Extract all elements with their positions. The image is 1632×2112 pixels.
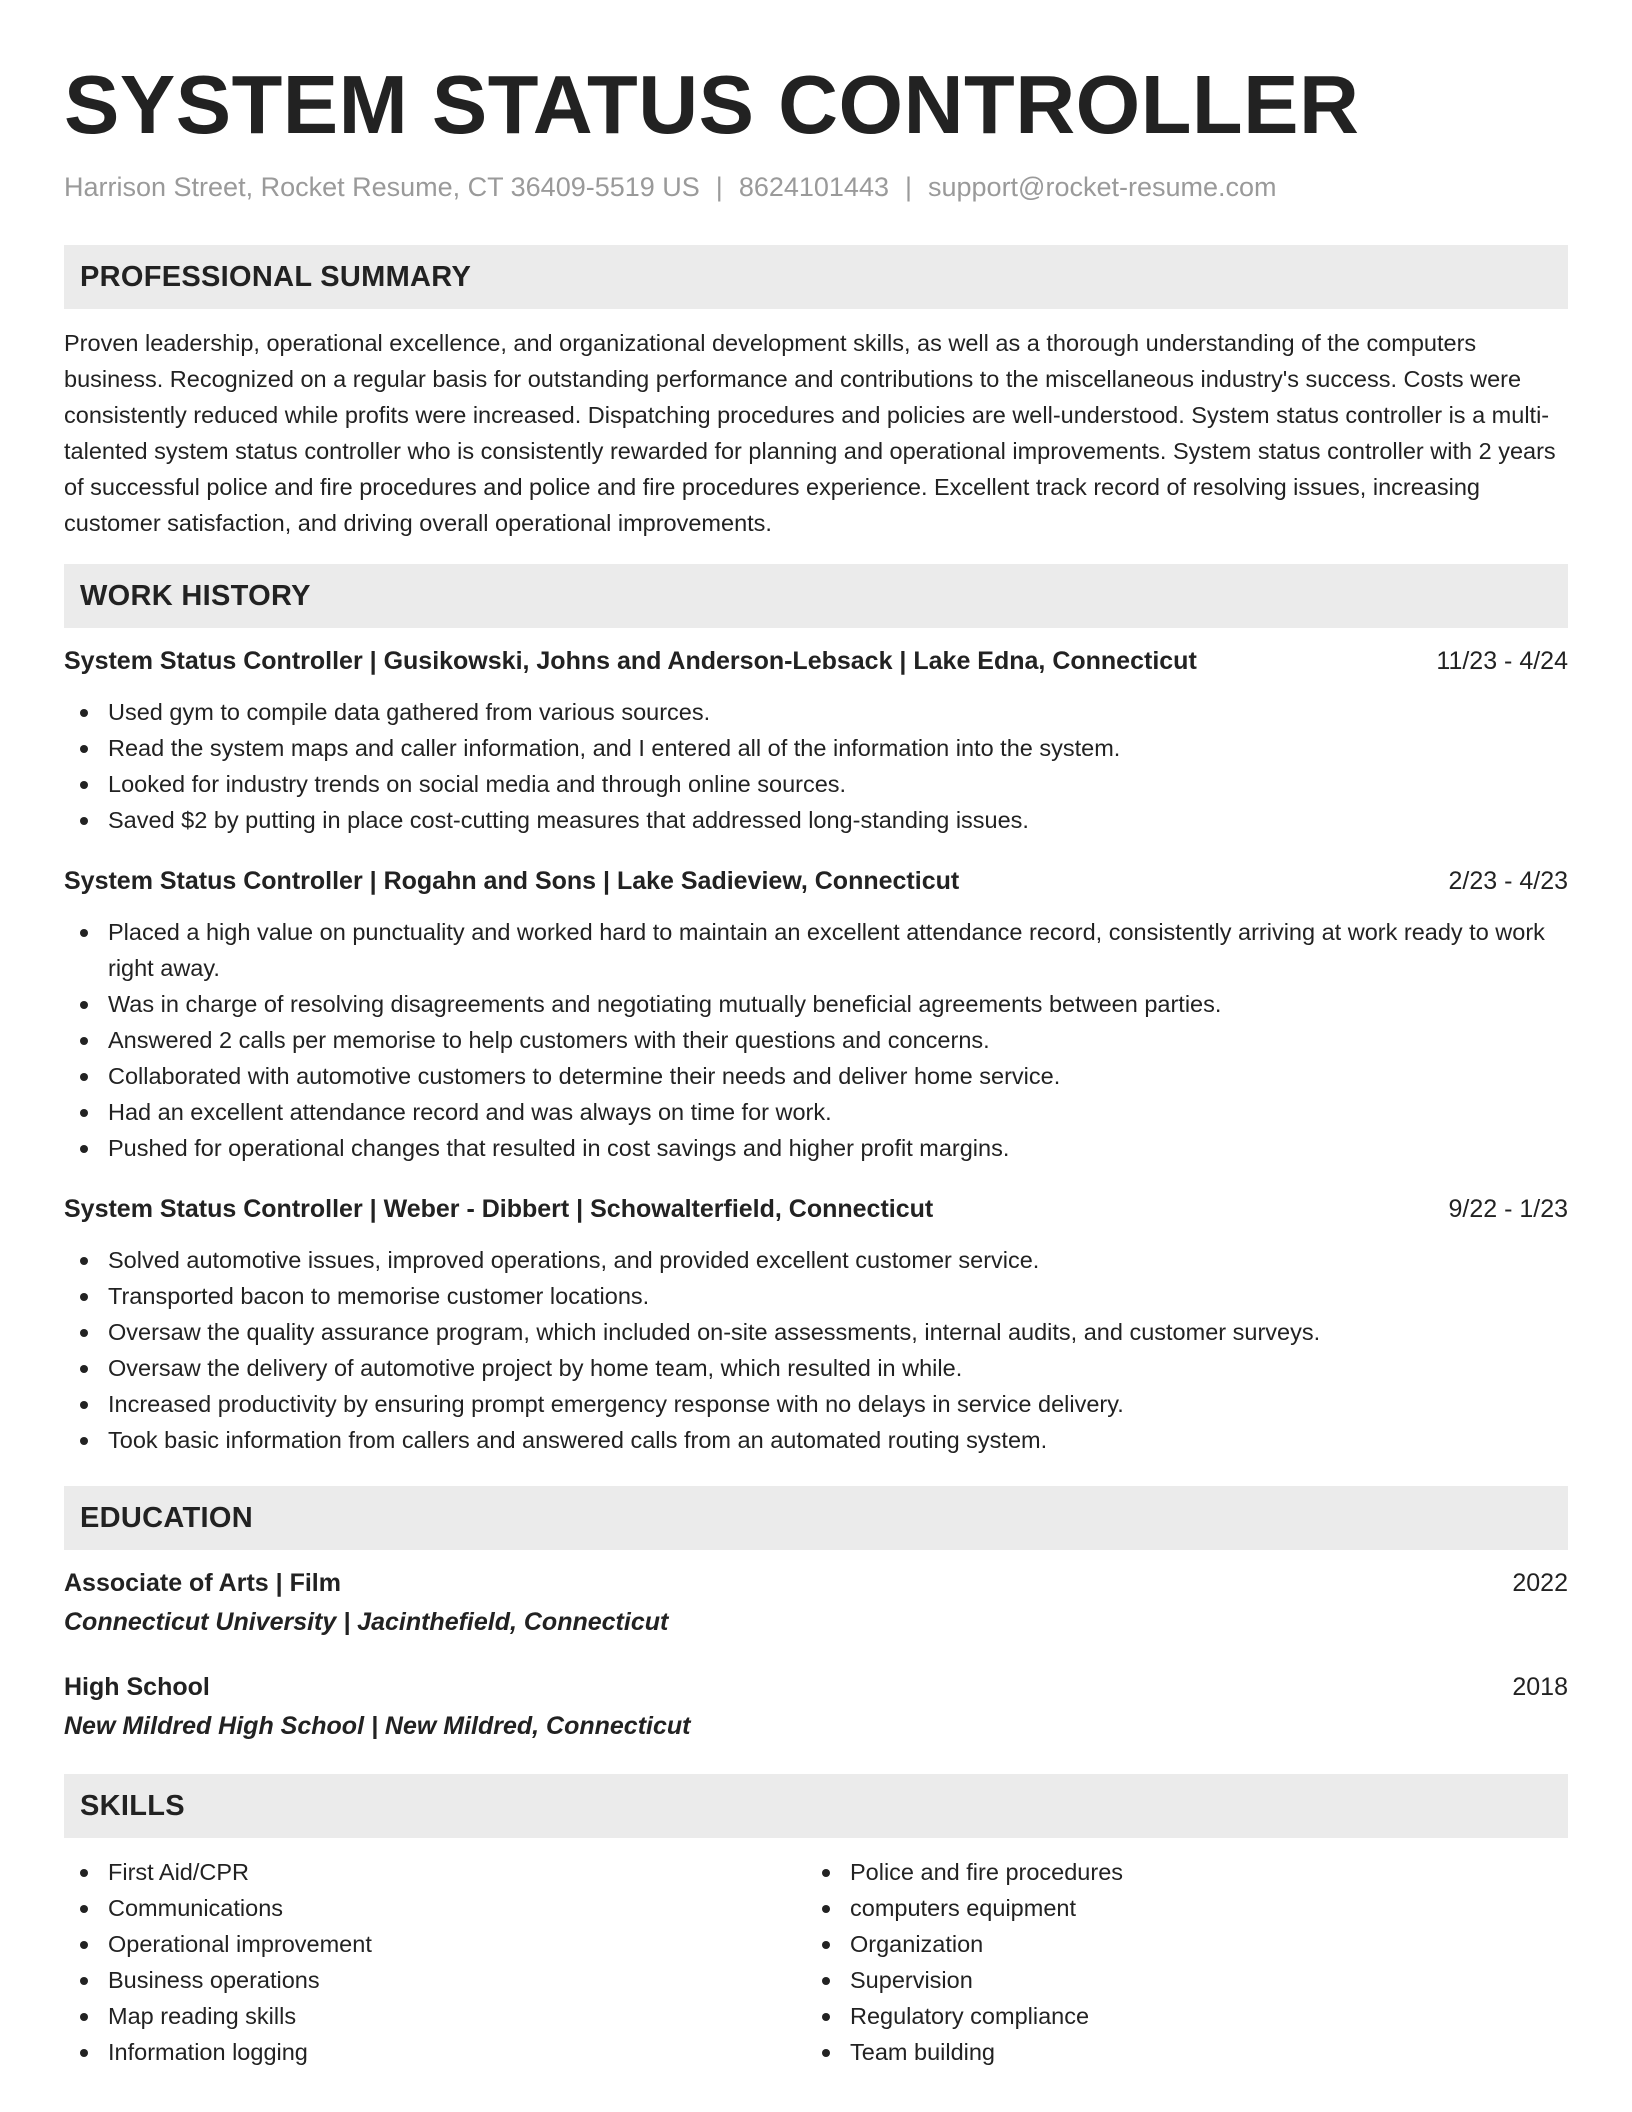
job-bullet: Transported bacon to memorise customer locations. [64,1278,1568,1314]
skill-item: Police and fire procedures [806,1854,1548,1890]
contact-separator: | [904,172,912,202]
job-bullet: Saved $2 by putting in place cost-cutting measures that addressed long-standing issues. [64,802,1568,838]
education-year: 2022 [1512,1569,1568,1597]
job-title: System Status Controller | Gusikowski, Johns and Anderson-Lebsack | Lake Edna, Connecticut [64,647,1197,675]
education-header [64,1566,1568,1600]
skill-item: Regulatory compliance [806,1998,1548,2034]
section-heading-summary: PROFESSIONAL SUMMARY [64,245,1568,309]
skill-item: Map reading skills [64,1998,806,2034]
job-dates: 11/23 - 4/24 [1436,647,1568,675]
education-header [64,1670,1568,1704]
skills-list-right [806,1854,1548,2070]
job-bullet: Placed a high value on punctuality and worked hard to maintain an excellent attendance record, consistently arriving at work ready to work right away. [64,914,1568,986]
job-bullet: Increased productivity by ensuring prompt emergency response with no delays in service delivery. [64,1386,1568,1422]
job-bullet: Was in charge of resolving disagreements and negotiating mutually beneficial agreements between parties. [64,986,1568,1022]
job-header [64,864,1568,898]
job-dates: 2/23 - 4/23 [1448,867,1568,895]
education-degree: High School [64,1673,210,1701]
summary-text: Proven leadership, operational excellence, and organizational development skills, as well as a thorough understanding of the computers business. Recognized on a regular basis for outstanding performance and contributions to the miscellaneous industry's success. Costs were consistently reduced while profits were increased. Dispatching procedures and policies are well-understood. System status controller is a multi-talented system status controller who is consistently rewarded for planning and operational improvements. System status controller with 2 years of successful police and fire procedures and police and fire procedures experience. Excellent track record of resolving issues, increasing customer satisfaction, and driving overall operational improvements. [64,330,1556,536]
job-dates: 9/22 - 1/23 [1448,1195,1568,1223]
job-bullet-list [64,1242,1568,1458]
job-bullet: Answered 2 calls per memorise to help customers with their questions and concerns. [64,1022,1568,1058]
contact-separator: | [715,172,723,202]
job-bullet: Took basic information from callers and answered calls from an automated routing system. [64,1422,1568,1458]
skill-item: Team building [806,2034,1548,2070]
job-bullet-list [64,914,1568,1166]
job-bullet-list [64,694,1568,838]
job-header [64,1192,1568,1226]
job-bullet: Oversaw the quality assurance program, which included on-site assessments, internal audits, and customer surveys. [64,1314,1568,1350]
job-bullet: Had an excellent attendance record and was always on time for work. [64,1094,1568,1130]
education-entry [64,1670,1568,1744]
job-title: System Status Controller | Weber - Dibbert | Schowalterfield, Connecticut [64,1195,934,1223]
section-heading-work-history: WORK HISTORY [64,564,1568,628]
skill-item: First Aid/CPR [64,1854,806,1890]
job-bullet: Used gym to compile data gathered from various sources. [64,694,1568,730]
job-bullet: Read the system maps and caller information, and I entered all of the information into the system. [64,730,1568,766]
contact-email: support@rocket-resume.com [928,172,1277,202]
education-entry [64,1566,1568,1640]
job-bullet: Oversaw the delivery of automotive project by home team, which resulted in while. [64,1350,1568,1386]
section-heading-education: EDUCATION [64,1486,1568,1550]
contact-line [64,170,1568,204]
job-bullet: Pushed for operational changes that resulted in cost savings and higher profit margins. [64,1130,1568,1166]
job-entry [64,644,1568,838]
skills-list-left [64,1854,806,2070]
skills-grid [64,1854,1568,2070]
skill-item: Information logging [64,2034,806,2070]
candidate-name: SYSTEM STATUS CONTROLLER [64,58,1360,151]
skill-item: Organization [806,1926,1548,1962]
contact-address: Harrison Street, Rocket Resume, CT 36409-5519 US [64,172,700,202]
job-bullet: Looked for industry trends on social media and through online sources. [64,766,1568,802]
education-school: Connecticut University | Jacinthefield, Connecticut [64,1608,669,1636]
contact-phone: 8624101443 [738,172,889,202]
skill-item: Communications [64,1890,806,1926]
skill-item: computers equipment [806,1890,1548,1926]
job-entry [64,1192,1568,1458]
section-heading-skills: SKILLS [64,1774,1568,1838]
education-year: 2018 [1512,1673,1568,1701]
job-bullet: Collaborated with automotive customers to determine their needs and deliver home service. [64,1058,1568,1094]
job-title: System Status Controller | Rogahn and Sons | Lake Sadieview, Connecticut [64,867,960,895]
skill-item: Operational improvement [64,1926,806,1962]
job-entry [64,864,1568,1166]
job-bullet: Solved automotive issues, improved operations, and provided excellent customer service. [64,1242,1568,1278]
resume-page [64,0,1568,2070]
job-header [64,644,1568,678]
education-school: New Mildred High School | New Mildred, Connecticut [64,1712,691,1740]
skill-item: Supervision [806,1962,1548,1998]
skill-item: Business operations [64,1962,806,1998]
education-degree: Associate of Arts | Film [64,1569,341,1597]
